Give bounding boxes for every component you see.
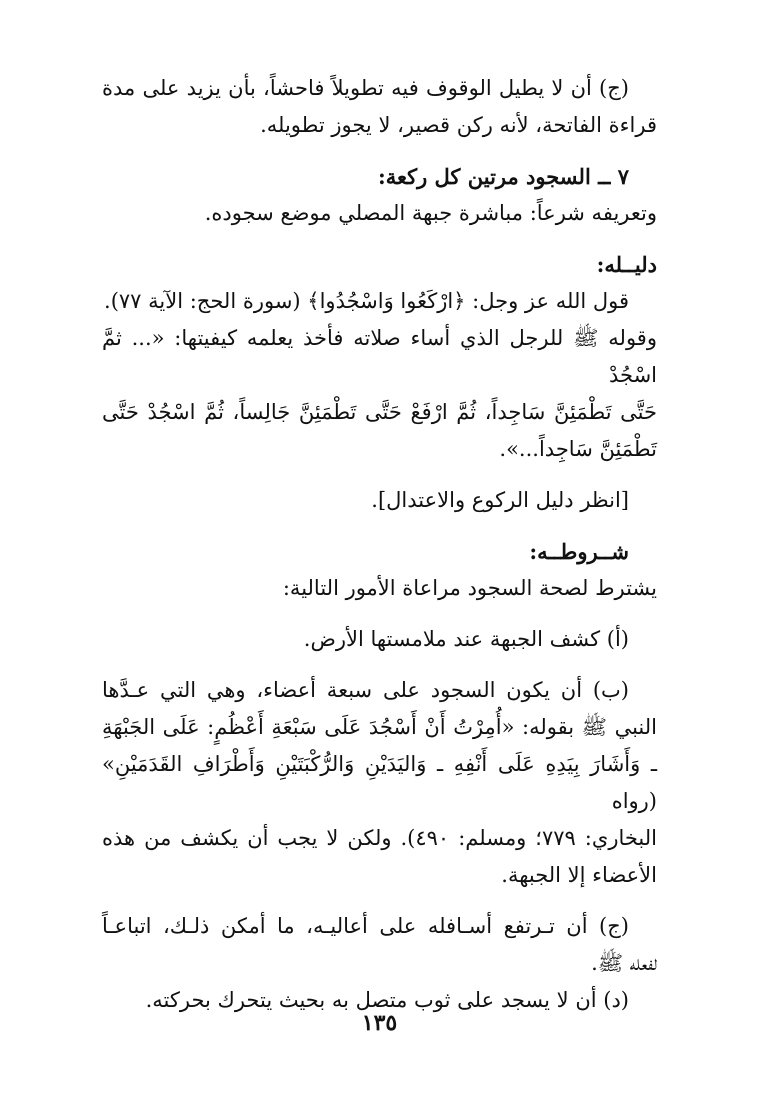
condition-b-line-5: الأعضاء إلا الجبهة. [501, 863, 657, 887]
quran-verse: قول الله عز وجل: ﴿ارْكَعُوا وَاسْجُدُوا﴾ (سورة الحج: الآية ٧٧). [104, 289, 629, 313]
condition-a: (أ) كشف الجبهة عند ملامستها الأرض. [303, 627, 629, 651]
hadith-line-3: تَطْمَئِنَّ سَاجِداً...». [499, 437, 657, 461]
condition-j2-line-1: (ج) أن تـرتفع أسـافله على أعاليـه، ما أمكن ذلـك، اتباعـاً [102, 914, 629, 938]
condition-b-line-4: البخاري: ٧٧٩؛ ومسلم: ٤٩٠). ولكن لا يجب أن يكشف من هذه [102, 826, 657, 850]
condition-b-line-1: (ب) أن يكون السجود على سبعة أعضاء، وهي التي عـدَّها [102, 678, 629, 702]
evidence-heading: دليــله: [596, 252, 657, 277]
text-column [102, 70, 657, 1019]
conditions-intro: يشترط لصحة السجود مراعاة الأمور التالية: [282, 576, 657, 600]
page-number: ١٣٥ [361, 1010, 398, 1036]
condition-j2-line-2: لفعله ﷺ. [591, 951, 657, 975]
condition-j-line-1: (ج) أن لا يطيل الوقوف فيه تطويلاً فاحشاً، بأن يزيد على مدة [102, 76, 629, 100]
conditions-heading: شــروطــه: [529, 539, 629, 564]
hadith-line-1: وقوله ﷺ للرجل الذي أساء صلاته فأخذ يعلمه كيفيتها: «... ثمَّ اسْجُدْ [102, 326, 657, 387]
condition-j-line-2: قراءة الفاتحة، لأنه ركن قصير، لا يجوز تطويله. [260, 113, 657, 137]
condition-b-line-2: النبي ﷺ بقوله: «أُمِرْتُ أَنْ أَسْجُدَ عَلَى سَبْعَةِ أَعْظُمٍ: عَلَى الجَبْهَةِ [102, 715, 657, 739]
hadith-line-2: حَتَّى تَطْمَئِنَّ سَاجِداً، ثُمَّ ارْفَعْ حَتَّى تَطْمَئِنَّ جَالِساً، ثُمَّ اسْجُدْ حَتَّى [102, 400, 657, 424]
definition-text: وتعريفه شرعاً: مباشرة جبهة المصلي موضع سجوده. [204, 201, 657, 225]
see-also-note: [انظر دليل الركوع والاعتدال]. [371, 488, 629, 512]
section-heading-sujood: ٧ ــ السجود مرتين كل ركعة: [377, 164, 629, 189]
condition-b-line-3: ـ وَأَشَارَ بِيَدِهِ عَلَى أَنْفِهِ ـ وَاليَدَيْنِ وَالرُّكْبَتَيْنِ وَأَطْرَافِ القَدَمَيْنِ» (رواه [102, 752, 657, 813]
condition-d: (د) أن لا يسجد على ثوب متصل به بحيث يتحرك بحركته. [145, 988, 629, 1012]
